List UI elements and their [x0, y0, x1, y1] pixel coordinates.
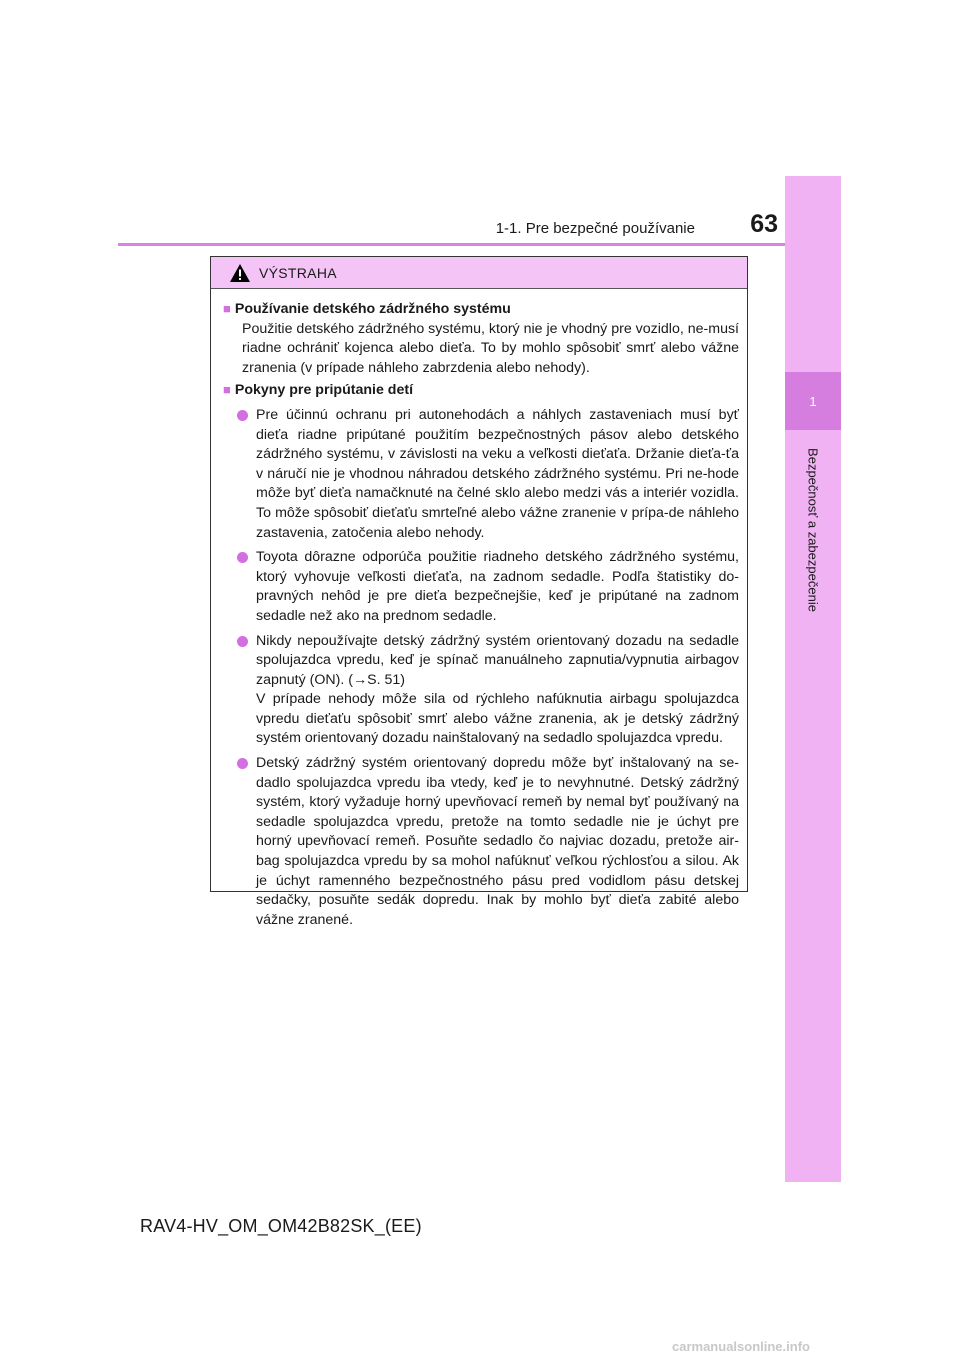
- section-title: 1-1. Pre bezpečné používanie: [495, 220, 695, 237]
- round-bullet-icon: [237, 758, 248, 769]
- section-paragraph: Použitie detského zádržného systému, ktorý nie je vhodný pre vozidlo, ne-musí riadne ochrániť kojenca alebo dieťa. To by mohlo spôsobiť smrť alebo vážne zranenia (v prípade náhleho zabrzdenia alebo nehody).: [242, 320, 739, 376]
- list-item: [223, 632, 739, 750]
- warning-box: [210, 256, 748, 928]
- list-item: [223, 754, 739, 930]
- side-chapter-tab: [785, 176, 841, 1182]
- document-code: RAV4-HV_OM_OM42B82SK_(EE): [140, 1216, 422, 1236]
- header-divider: [118, 243, 785, 246]
- square-bullet-icon: ■: [223, 301, 231, 316]
- warning-body: [211, 289, 747, 930]
- round-bullet-icon: [237, 636, 248, 647]
- list-item-text: Pre účinnú ochranu pri autonehodách a náhlych zastaveniach musí byť dieťa riadne pripútané použitím bezpečnostných pásov alebo detského zádržného systému, v závislosti na veku a veľkosti dieťaťa. Držanie dieťa-ťa v náručí nie je vhodnou náhradou detského zádržného systému. Pri ne-hode môže byť dieťa namačknuté na čelné sklo alebo medzi vás a interiér vozidla. To môže spôsobiť dieťaťu smrteľné alebo vážne zranenie v prípa-de náhleho zastavenia, zatočenia alebo nehody.: [256, 406, 739, 541]
- list-item: [223, 406, 739, 543]
- section-heading: Používanie detského zádržného systému: [234, 301, 511, 317]
- watermark: carmanualsonline.info: [672, 1339, 810, 1354]
- round-bullet-icon: [237, 410, 248, 421]
- page-number: 63: [750, 210, 778, 238]
- list-item-text: Nikdy nepoužívajte detský zádržný systém orientovaný dozadu na sedadle spolujazdca vpredu, keď je spínač manuálneho zapnutia/vypnutia airbagov zapnutý (ON). (→S. 51) V prípade nehody môže sila od rýchleho nafúknutia airbagu spolujazdca vpredu dieťaťu spôsobiť smrť alebo vážne zranenia, ak je detský zádržný systém orientovaný dozadu nainštalovaný na sedadlo spolujazdca vpredu.: [256, 632, 739, 747]
- list-item-text: Detský zádržný systém orientovaný dopredu môže byť inštalovaný na se-dadlo spolujazdca vpredu iba vtedy, keď je to nevyhnutné. Detský zádržný systém, ktorý vyžaduje horný upevňovací remeň by nemal byť používaný na sedadle spolujazdca vpredu, pretože na tomto sedadle nie je úchyt pre horný upevňovací remeň. Posuňte sedadlo čo najviac dozadu, pretože air-bag spolujazdca vpredu by sa mohol nafúknuť veľkou rýchlosťou a silou. Ak je úchyt ramenného bezpečnostného pásu pred vodidlom pásu detskej sedačky, posuňte sedák dopredu. Inak by mohlo byť dieťa zabité alebo vážne zranené.: [256, 755, 739, 928]
- section-heading: Pokyny pre pripútanie detí: [234, 382, 414, 399]
- warning-header: [211, 257, 747, 289]
- round-bullet-icon: [237, 552, 248, 563]
- chapter-title: Bezpečnosť a zabezpečenie: [805, 448, 821, 612]
- warning-triangle-icon: [229, 263, 251, 283]
- list-item-text: Toyota dôrazne odporúča použitie riadneho detského zádržného systému, ktorý vyhovuje veľkosti dieťaťa, na zadnom sedadle. Podľa štatistiky do-pravných nehôd je pre dieťa bezpečnejšie, keď je pripútané na zadnom sedadle než ako na prednom sedadle.: [256, 549, 739, 624]
- list-item: [223, 548, 739, 626]
- warning-title: VÝSTRAHA: [259, 264, 337, 281]
- section-child-seat-usage: [223, 299, 739, 378]
- section-child-restraint-instructions: [223, 380, 739, 930]
- chapter-number: 1: [785, 372, 841, 430]
- square-bullet-icon: ■: [223, 382, 231, 398]
